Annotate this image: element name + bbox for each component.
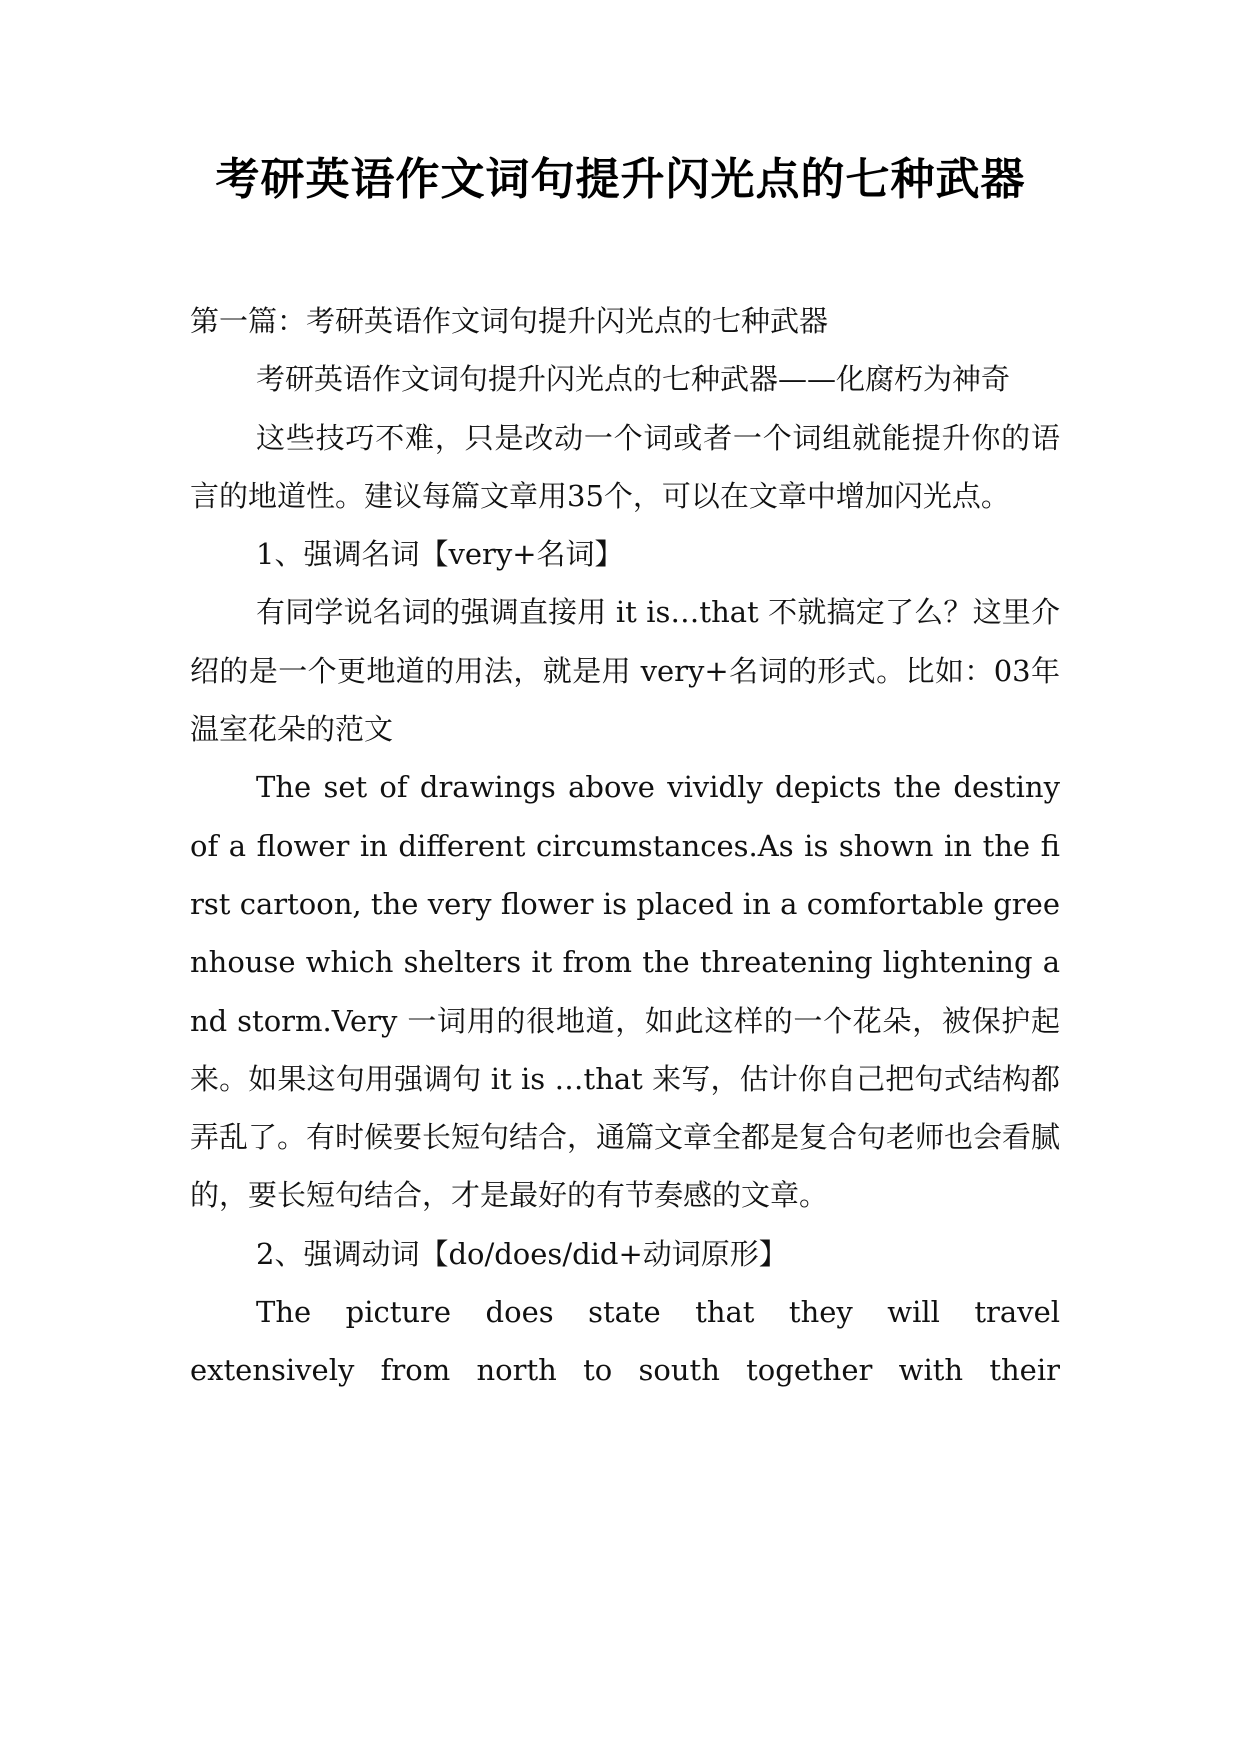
paragraph-intro: 这些技巧不难，只是改动一个词或者一个词组就能提升你的语言的地道性。建议每篇文章用35个，可以在文章中增加闪光点。	[190, 420, 1060, 513]
point-heading-1: 1、强调名词【very+名词】	[256, 537, 624, 572]
paragraph-example-2: The picture does state that they will travel extensively from north to south together with their	[190, 1295, 1060, 1388]
point-heading-2: 2、强调动词【do/does/did+动词原形】	[256, 1236, 788, 1271]
paragraph-point-1: 有同学说名词的强调直接用 it is…that 不就搞定了么？这里介绍的是一个更地道的用法，就是用 very+名词的形式。比如：03年温室花朵的范文	[190, 595, 1060, 747]
document-title: 考研英语作文词句提升闪光点的七种武器	[215, 154, 1026, 205]
paragraph-subtitle: 考研英语作文词句提升闪光点的七种武器——化腐朽为神奇	[256, 362, 1011, 397]
paragraph-example-1: The set of drawings above vividly depicts the destiny of a flower in different circumstances.As is shown in the first cartoon, the very flower is placed in a comfortable greenhouse which shelters it from the threatening lightening and storm.Very 一词用的很地道，如此这样的一个花朵，被保护起来。如果这句用强调句 it is …that 来写，估计你自己把句式结构都弄乱了。有时候要长短句结合，通篇文章全都是复合句老师也会看腻的，要长短句结合，才是最好的有节奏感的文章。	[190, 770, 1061, 1213]
section-heading: 第一篇：考研英语作文词句提升闪光点的七种武器	[190, 304, 829, 338]
document-body	[190, 292, 1060, 1400]
